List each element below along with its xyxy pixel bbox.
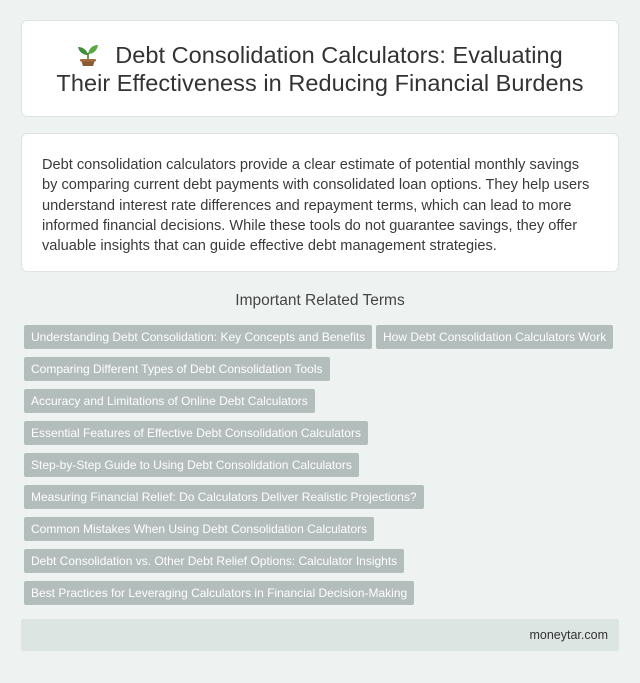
title-line-1: Debt Consolidation Calculators: Evaluating [115,41,563,68]
related-term-tag[interactable]: Best Practices for Leveraging Calculators in Financial Decision-Making [24,581,414,605]
related-terms-heading: Important Related Terms [235,292,405,309]
related-term-tag[interactable]: Debt Consolidation vs. Other Debt Relief Options: Calculator Insights [24,549,404,573]
related-term-tag[interactable]: Step-by-Step Guide to Using Debt Consolidation Calculators [24,453,359,477]
summary-card [21,133,619,272]
footer-site-link[interactable]: moneytar.com [529,628,608,642]
related-term-tag[interactable]: Common Mistakes When Using Debt Consolidation Calculators [24,517,374,541]
related-term-tag[interactable]: Understanding Debt Consolidation: Key Concepts and Benefits [24,325,372,349]
related-term-tag[interactable]: How Debt Consolidation Calculators Work [376,325,613,349]
footer [21,619,619,651]
related-term-tag[interactable]: Comparing Different Types of Debt Consolidation Tools [24,357,330,381]
summary-text: Debt consolidation calculators provide a clear estimate of potential monthly savings by comparing current debt payments with consolidated loan options. They help users understand interest rate differences and repayment terms, which can lead to more informed financial decisions. While these tools do not guarantee savings, they offer valuable insights that can guide effective debt management strategies. [42,157,590,255]
title-card [21,20,619,117]
page-title [56,41,583,97]
sprout-icon [77,42,99,66]
related-term-tag[interactable]: Measuring Financial Relief: Do Calculators Deliver Realistic Projections? [24,485,424,509]
title-line-2: Their Effectiveness in Reducing Financial Burdens [56,69,584,96]
related-term-tag[interactable]: Accuracy and Limitations of Online Debt Calculators [24,389,315,413]
related-term-tag[interactable]: Essential Features of Effective Debt Consolidation Calculators [24,421,368,445]
